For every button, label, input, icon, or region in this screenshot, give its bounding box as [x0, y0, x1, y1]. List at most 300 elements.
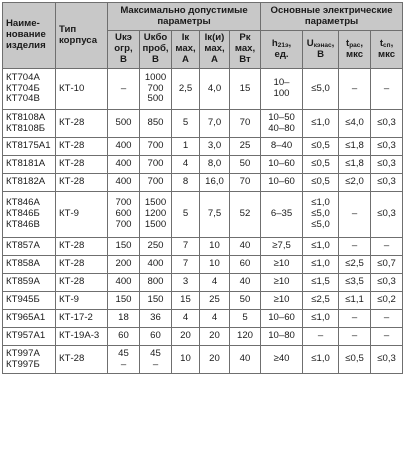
cell-line: Uкбо — [143, 32, 168, 44]
cell-line: 10 — [209, 240, 220, 252]
cell-line: 250 — [147, 240, 164, 252]
cell-uknas — [303, 138, 339, 156]
cell-line: КТ704В — [6, 93, 40, 105]
cell-line: 400 — [115, 158, 132, 170]
cell-trass — [339, 292, 371, 310]
cell-name — [3, 174, 56, 192]
cell-line: 400 — [147, 258, 164, 270]
cell-line: 10–50 — [268, 111, 295, 123]
cell-ik — [172, 69, 200, 110]
cell-tsp — [371, 274, 403, 292]
cell-pk — [230, 292, 261, 310]
cell-iki — [200, 156, 230, 174]
cell-ukbo — [140, 192, 172, 238]
cell-pk — [230, 328, 261, 346]
cell-ik — [172, 238, 200, 256]
cell-ik — [172, 328, 200, 346]
cell-line: КТ846А — [6, 197, 40, 209]
cell-line: изделия — [6, 39, 46, 51]
cell-line: – — [351, 208, 358, 220]
cell-case: КТ-10 — [56, 69, 108, 110]
cell-line: – — [351, 330, 358, 342]
cell-line: КТ997А — [6, 347, 40, 359]
cell-tsp — [371, 292, 403, 310]
cell-line: ≤2,5 — [345, 258, 364, 270]
header-electrical-params — [261, 3, 403, 31]
cell-trass — [339, 328, 371, 346]
cell-iki — [200, 138, 230, 156]
cell-line: 700 — [115, 197, 132, 209]
cell-tsp — [371, 346, 403, 374]
cell-line: КТ8182А — [6, 176, 46, 188]
cell-ik — [172, 292, 200, 310]
cell-line: 700 — [147, 158, 164, 170]
table-row — [3, 174, 403, 192]
cell-h21 — [261, 238, 303, 256]
cell-uknas — [303, 310, 339, 328]
cell-tsp — [371, 328, 403, 346]
cell-iki — [200, 256, 230, 274]
cell-line: ≥40 — [273, 353, 290, 365]
cell-line: 150 — [115, 240, 132, 252]
cell-line: 150 — [147, 294, 164, 306]
cell-trass — [339, 192, 371, 238]
header-ik-max — [172, 31, 200, 69]
cell-line: 1 — [182, 140, 189, 152]
cell-pk — [230, 274, 261, 292]
cell-pk — [230, 346, 261, 374]
cell-line: 1500 — [144, 197, 167, 209]
cell-case: КТ-28 — [56, 138, 108, 156]
cell-h21 — [261, 274, 303, 292]
cell-line: ≥10 — [273, 294, 290, 306]
cell-line: ≤1,5 — [311, 276, 330, 288]
cell-uknas — [303, 110, 339, 138]
cell-ukeo — [108, 192, 140, 238]
cell-line: Iк — [181, 32, 190, 44]
cell-line: 4,0 — [207, 82, 222, 94]
cell-ik — [172, 192, 200, 238]
cell-line: ≤1,0 — [311, 353, 330, 365]
cell-name — [3, 192, 56, 238]
cell-line: 45 — [118, 347, 129, 359]
cell-line: – — [383, 240, 390, 252]
cell-line: 700 — [115, 218, 132, 230]
cell-line: 850 — [147, 117, 164, 129]
table-row — [3, 138, 403, 156]
cell-line: ≤0,3 — [377, 117, 396, 129]
cell-line: 52 — [239, 208, 251, 220]
table-row — [3, 292, 403, 310]
cell-line: КТ857А — [6, 240, 40, 252]
cell-trass — [339, 256, 371, 274]
header-iki-max — [200, 31, 230, 69]
cell-line: 25 — [209, 294, 220, 306]
cell-h21 — [261, 110, 303, 138]
cell-h21 — [261, 310, 303, 328]
cell-line: КТ957А1 — [6, 330, 46, 342]
cell-line: КТ8108Б — [6, 122, 46, 134]
cell-case: КТ-28 — [56, 238, 108, 256]
cell-case: КТ-28 — [56, 274, 108, 292]
cell-line: 15 — [180, 294, 191, 306]
cell-line: 18 — [118, 312, 129, 324]
cell-line: ≤5,0 — [311, 208, 330, 220]
cell-trass — [339, 174, 371, 192]
cell-line: КТ859А — [6, 276, 40, 288]
cell-ukbo — [140, 346, 172, 374]
cell-ukeo — [108, 174, 140, 192]
cell-case: КТ-9 — [56, 292, 108, 310]
cell-uknas — [303, 238, 339, 256]
cell-line: Uкэ — [115, 32, 132, 44]
cell-line: ≥10 — [273, 276, 290, 288]
header-ukbo-breakdown — [140, 31, 172, 69]
cell-ukeo — [108, 238, 140, 256]
cell-line: ≤1,8 — [345, 140, 364, 152]
cell-line: ≤3,5 — [345, 276, 364, 288]
header-pk-max — [230, 31, 261, 69]
cell-line: ≤0,3 — [377, 140, 396, 152]
cell-ukeo — [108, 69, 140, 110]
cell-line: ≥7,5 — [272, 240, 291, 252]
cell-line: – — [351, 240, 358, 252]
cell-line: 5 — [242, 312, 248, 324]
cell-tsp — [371, 238, 403, 256]
cell-line: ≤0,5 — [345, 353, 364, 365]
cell-line: 2,5 — [178, 82, 193, 94]
cell-line: – — [152, 358, 159, 370]
cell-uknas — [303, 174, 339, 192]
cell-line: КТ858А — [6, 258, 40, 270]
cell-ukeo — [108, 110, 140, 138]
cell-line: ≤1,1 — [345, 294, 364, 306]
cell-line: ≤5,0 — [311, 218, 330, 230]
cell-line: 3,0 — [207, 140, 222, 152]
cell-h21 — [261, 69, 303, 110]
cell-case: КТ-28 — [56, 110, 108, 138]
table-row — [3, 310, 403, 328]
cell-line: 4 — [182, 312, 189, 324]
table-row — [3, 328, 403, 346]
cell-line: 60 — [239, 258, 251, 270]
cell-line: 3 — [182, 276, 189, 288]
cell-iki — [200, 328, 230, 346]
cell-uknas — [303, 292, 339, 310]
cell-line: – — [351, 312, 358, 324]
cell-trass — [339, 346, 371, 374]
table-row — [3, 274, 403, 292]
cell-line: 150 — [115, 294, 132, 306]
cell-line: ≤2,5 — [311, 294, 330, 306]
header-uke-sat: $U_{кэнас}$, В — [303, 31, 339, 69]
cell-case: КТ-19А-3 — [56, 328, 108, 346]
cell-ik — [172, 256, 200, 274]
table-row — [3, 69, 403, 110]
cell-line: 500 — [115, 117, 132, 129]
cell-line: 700 — [147, 176, 164, 188]
cell-line: 40 — [239, 240, 251, 252]
cell-line: 8 — [182, 176, 189, 188]
cell-line: 100 — [273, 88, 290, 99]
cell-tsp — [371, 174, 403, 192]
cell-line: – — [383, 82, 390, 94]
cell-h21 — [261, 192, 303, 238]
cell-line: 7 — [182, 258, 189, 270]
cell-line: ≤0,3 — [377, 176, 396, 188]
cell-ukeo — [108, 274, 140, 292]
cell-line: 40–80 — [268, 122, 295, 134]
cell-uknas — [303, 274, 339, 292]
cell-trass — [339, 138, 371, 156]
table-row — [3, 156, 403, 174]
transistor-parameters-table — [2, 2, 403, 374]
cell-line: КТ704А — [6, 71, 40, 83]
cell-line: Вт — [239, 53, 251, 65]
cell-h21 — [261, 346, 303, 374]
cell-line: ≥10 — [273, 258, 290, 270]
cell-line: 10–60 — [268, 158, 295, 170]
cell-line: – — [351, 82, 358, 94]
cell-name — [3, 138, 56, 156]
cell-uknas — [303, 69, 339, 110]
cell-line: 10 — [209, 258, 220, 270]
cell-h21 — [261, 156, 303, 174]
cell-ukbo — [140, 138, 172, 156]
cell-ik — [172, 346, 200, 374]
cell-line: ≤1,0 — [311, 197, 330, 209]
cell-ukbo — [140, 110, 172, 138]
cell-tsp — [371, 156, 403, 174]
cell-line: нование — [6, 29, 46, 41]
cell-ukeo — [108, 328, 140, 346]
cell-ukeo — [108, 310, 140, 328]
cell-tsp — [371, 69, 403, 110]
cell-line: ≤1,0 — [311, 117, 330, 129]
cell-pk — [230, 156, 261, 174]
cell-ik — [172, 110, 200, 138]
header-name — [3, 3, 56, 69]
cell-line: В — [120, 53, 127, 65]
header-max-params — [108, 3, 261, 31]
cell-line: 60 — [150, 330, 161, 342]
cell-line: ≤0,7 — [377, 258, 396, 270]
cell-ik — [172, 274, 200, 292]
cell-line: параметры — [157, 15, 211, 27]
cell-line: Тип — [59, 23, 77, 35]
cell-line: 7,5 — [207, 208, 222, 220]
cell-ukbo — [140, 328, 172, 346]
cell-line: КТ997Б — [6, 358, 40, 370]
cell-line: Максимально допустимые — [120, 4, 248, 16]
cell-name — [3, 310, 56, 328]
cell-uknas — [303, 256, 339, 274]
cell-line: КТ945Б — [6, 294, 40, 306]
cell-name — [3, 346, 56, 374]
cell-line: 400 — [115, 276, 132, 288]
cell-line: 45 — [150, 347, 161, 359]
cell-line: 25 — [239, 140, 251, 152]
cell-trass — [339, 110, 371, 138]
cell-line: 20 — [209, 330, 220, 342]
cell-ukbo — [140, 174, 172, 192]
header-t-fall: $t_{сп}$, мкс — [371, 31, 403, 69]
cell-tsp — [371, 138, 403, 156]
cell-ukbo — [140, 256, 172, 274]
cell-ukbo — [140, 156, 172, 174]
cell-iki — [200, 292, 230, 310]
cell-iki — [200, 346, 230, 374]
cell-iki — [200, 69, 230, 110]
cell-line: ≤0,3 — [377, 208, 396, 220]
cell-line: 1000 — [144, 71, 167, 83]
cell-line: 10–60 — [268, 312, 295, 324]
cell-name — [3, 69, 56, 110]
cell-line: мах, — [204, 43, 225, 55]
cell-ukbo — [140, 238, 172, 256]
cell-name — [3, 274, 56, 292]
cell-line: ≤4,0 — [345, 117, 364, 129]
cell-name — [3, 110, 56, 138]
cell-line: ≤5,0 — [311, 82, 330, 94]
cell-ukbo — [140, 292, 172, 310]
cell-line: 200 — [115, 258, 132, 270]
cell-line: Iк(и) — [204, 32, 225, 44]
cell-line: – — [383, 330, 390, 342]
cell-ik — [172, 310, 200, 328]
cell-line: Основные электрические — [270, 4, 393, 16]
cell-ukbo — [140, 310, 172, 328]
cell-line: ≤1,8 — [345, 158, 364, 170]
cell-line: 7,0 — [207, 117, 222, 129]
cell-uknas — [303, 328, 339, 346]
cell-line: – — [317, 330, 324, 342]
cell-case: КТ-17-2 — [56, 310, 108, 328]
cell-line: – — [120, 358, 127, 370]
cell-line: ≤1,0 — [311, 258, 330, 270]
table-row — [3, 256, 403, 274]
cell-pk — [230, 69, 261, 110]
cell-line: ≤0,5 — [311, 158, 330, 170]
cell-ukeo — [108, 346, 140, 374]
cell-line: КТ846Б — [6, 208, 40, 220]
cell-line: КТ8175А1 — [6, 140, 51, 152]
cell-line: 20 — [180, 330, 191, 342]
cell-h21 — [261, 292, 303, 310]
cell-trass — [339, 156, 371, 174]
cell-line: 15 — [239, 82, 251, 94]
cell-uknas — [303, 192, 339, 238]
document-page — [2, 2, 402, 374]
cell-line: КТ965А1 — [6, 312, 46, 324]
cell-uknas — [303, 346, 339, 374]
cell-name — [3, 292, 56, 310]
cell-h21 — [261, 328, 303, 346]
header-t-dissipation: $t_{рас}$, мкс — [339, 31, 371, 69]
cell-line: А — [211, 53, 218, 65]
cell-line: ≤1,0 — [311, 312, 330, 324]
cell-line: 1200 — [144, 208, 167, 220]
cell-pk — [230, 256, 261, 274]
cell-line: 10– — [273, 77, 290, 89]
cell-line: – — [383, 312, 390, 324]
cell-line: В — [152, 53, 159, 65]
cell-line: ≤0,2 — [377, 294, 396, 306]
cell-line: 50 — [239, 158, 251, 170]
cell-pk — [230, 192, 261, 238]
cell-ukbo — [140, 274, 172, 292]
cell-line: 60 — [118, 330, 129, 342]
cell-line: 10–80 — [268, 330, 295, 342]
cell-ukeo — [108, 138, 140, 156]
table-body — [3, 69, 403, 374]
cell-ukbo — [140, 69, 172, 110]
cell-ik — [172, 174, 200, 192]
cell-h21 — [261, 138, 303, 156]
cell-pk — [230, 138, 261, 156]
cell-line: 600 — [115, 208, 132, 220]
cell-line: 120 — [237, 330, 254, 342]
cell-case: КТ-9 — [56, 192, 108, 238]
cell-line: ≤0,3 — [377, 158, 396, 170]
cell-line: 800 — [147, 276, 164, 288]
cell-line: 4 — [211, 312, 218, 324]
cell-line: ≤2,0 — [345, 176, 364, 188]
cell-name — [3, 156, 56, 174]
cell-iki — [200, 192, 230, 238]
cell-line: 10–60 — [268, 176, 295, 188]
cell-case: КТ-28 — [56, 256, 108, 274]
cell-pk — [230, 238, 261, 256]
cell-ik — [172, 138, 200, 156]
cell-line: 5 — [182, 117, 189, 129]
cell-line: КТ846В — [6, 218, 40, 230]
cell-line: Наиме- — [6, 18, 40, 30]
cell-line: проб, — [142, 43, 169, 55]
cell-case: КТ-28 — [56, 346, 108, 374]
cell-line: 70 — [239, 117, 251, 129]
cell-tsp — [371, 256, 403, 274]
cell-line: ≤0,5 — [311, 140, 330, 152]
cell-line: КТ8181А — [6, 158, 46, 170]
cell-line: 1500 — [144, 218, 167, 230]
cell-ik — [172, 156, 200, 174]
cell-line: 8,0 — [207, 158, 222, 170]
cell-line: 70 — [239, 176, 251, 188]
cell-trass — [339, 69, 371, 110]
cell-line: 6–35 — [270, 208, 293, 220]
cell-line: 20 — [209, 353, 220, 365]
cell-pk — [230, 310, 261, 328]
cell-line: 50 — [239, 294, 251, 306]
cell-case: КТ-28 — [56, 156, 108, 174]
cell-line: 4 — [182, 158, 189, 170]
table-row — [3, 238, 403, 256]
cell-name — [3, 238, 56, 256]
cell-line: КТ8108А — [6, 111, 46, 123]
cell-name — [3, 256, 56, 274]
cell-h21 — [261, 174, 303, 192]
cell-ukeo — [108, 256, 140, 274]
cell-h21 — [261, 256, 303, 274]
cell-line: 400 — [115, 140, 132, 152]
cell-trass — [339, 238, 371, 256]
cell-line: А — [182, 53, 189, 65]
header-h21e: $h_{21э}$, ед. — [261, 31, 303, 69]
cell-line: 5 — [182, 208, 189, 220]
table-row — [3, 110, 403, 138]
cell-line: ≤0,3 — [377, 276, 396, 288]
